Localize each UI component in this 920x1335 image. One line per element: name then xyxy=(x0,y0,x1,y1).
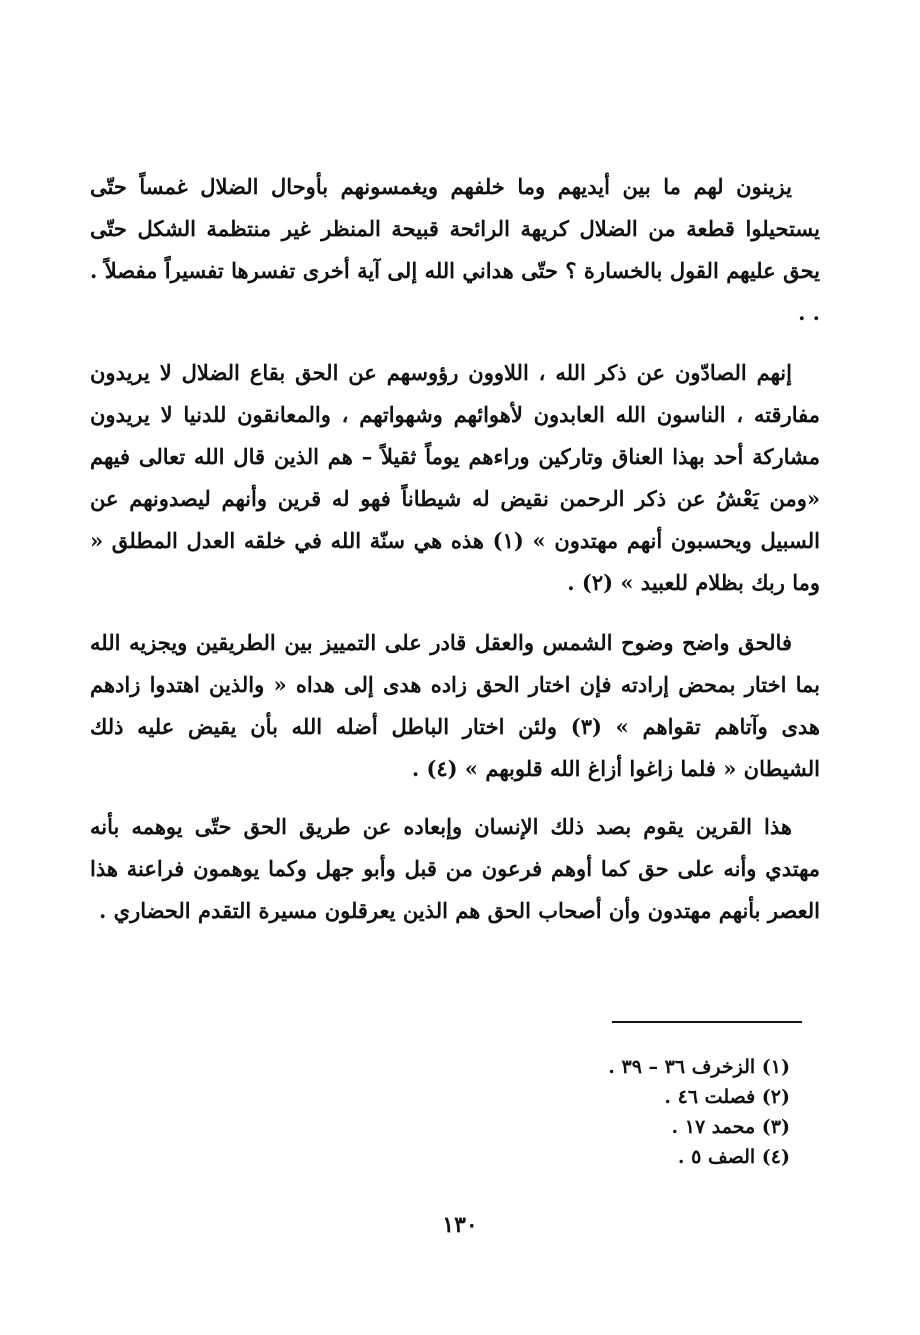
footnote-divider xyxy=(612,1021,802,1023)
paragraph-1 xyxy=(90,166,820,334)
paragraph-text: هذا القرين يقوم بصد ذلك الإنسان وإبعاده عن طريق الحق حتّى يوهمه بأنه مهتدي وأنه على حق كما أوهم فرعون من قبل وأبو جهل وكما يوهمون فراعنة هذا العصر بأنهم مهتدون وأن أصحاب الحق هم الذين يعرقلون مسيرة التقدم الحضاري . xyxy=(90,814,820,923)
paragraph-text: يزينون لهم ما بين أيديهم وما خلفهم ويغمسونهم بأوحال الضلال غمساً حتّى يستحيلوا قطعة من الضلال كريهة الرائحة قبيحة المنظر غير منتظمة الشكل حتّى يحق عليهم القول بالخسارة ؟ حتّى هداني الله إلى آية أخرى تفسرها تفسيراً مفصلاً . . . xyxy=(90,174,820,325)
footnotes xyxy=(370,1052,790,1172)
page-number: ١٣٠ xyxy=(442,1212,478,1238)
footnote-4: (٤) الصف ٥ . xyxy=(677,1146,790,1168)
paragraph-4 xyxy=(90,806,820,932)
paragraph-text: إنهم الصادّون عن ذكر الله ، اللاوون رؤوسهم عن الحق بقاع الضلال لا يريدون مفارقته ، الناسون الله العابدون لأهوائهم وشهواتهم ، والمعانقون للدنيا لا يريدون مشاركة أحد بهذا العناق وتاركين وراءهم يوماً ثقيلاً – هم الذين قال الله تعالى فيهم «ومن يَعْشُ عن ذكر الرحمن نقيض له شيطاناً فهو له قرين وأنهم ليصدونهم عن السبيل ويحسبون أنهم مهتدون » (١) هذه هي سنّة الله في خلقه العدل المطلق « وما ربك بظلام للعبيد » (٢) . xyxy=(90,360,820,595)
paragraph-2 xyxy=(90,352,820,604)
footnote-2: (٢) فصلت ٤٦ . xyxy=(664,1086,790,1108)
footnote-3: (٣) محمد ١٧ . xyxy=(671,1116,790,1138)
footnote-1: (١) الزخرف ٣٦ – ٣٩ . xyxy=(608,1056,790,1078)
paragraph-text: فالحق واضح وضوح الشمس والعقل قادر على التمييز بين الطريقين ويجزيه الله بما اختار بمحض إرادته فإن اختار الحق زاده هدى إلى هداه « والذين اهتدوا زادهم هدى وآتاهم تقواهم » (٣) ولئن اختار الباطل أضله الله بأن يقيض عليه ذلك الشيطان « فلما زاغوا أزاغ الله قلوبهم » (٤) . xyxy=(90,630,820,781)
paragraph-3 xyxy=(90,622,820,790)
